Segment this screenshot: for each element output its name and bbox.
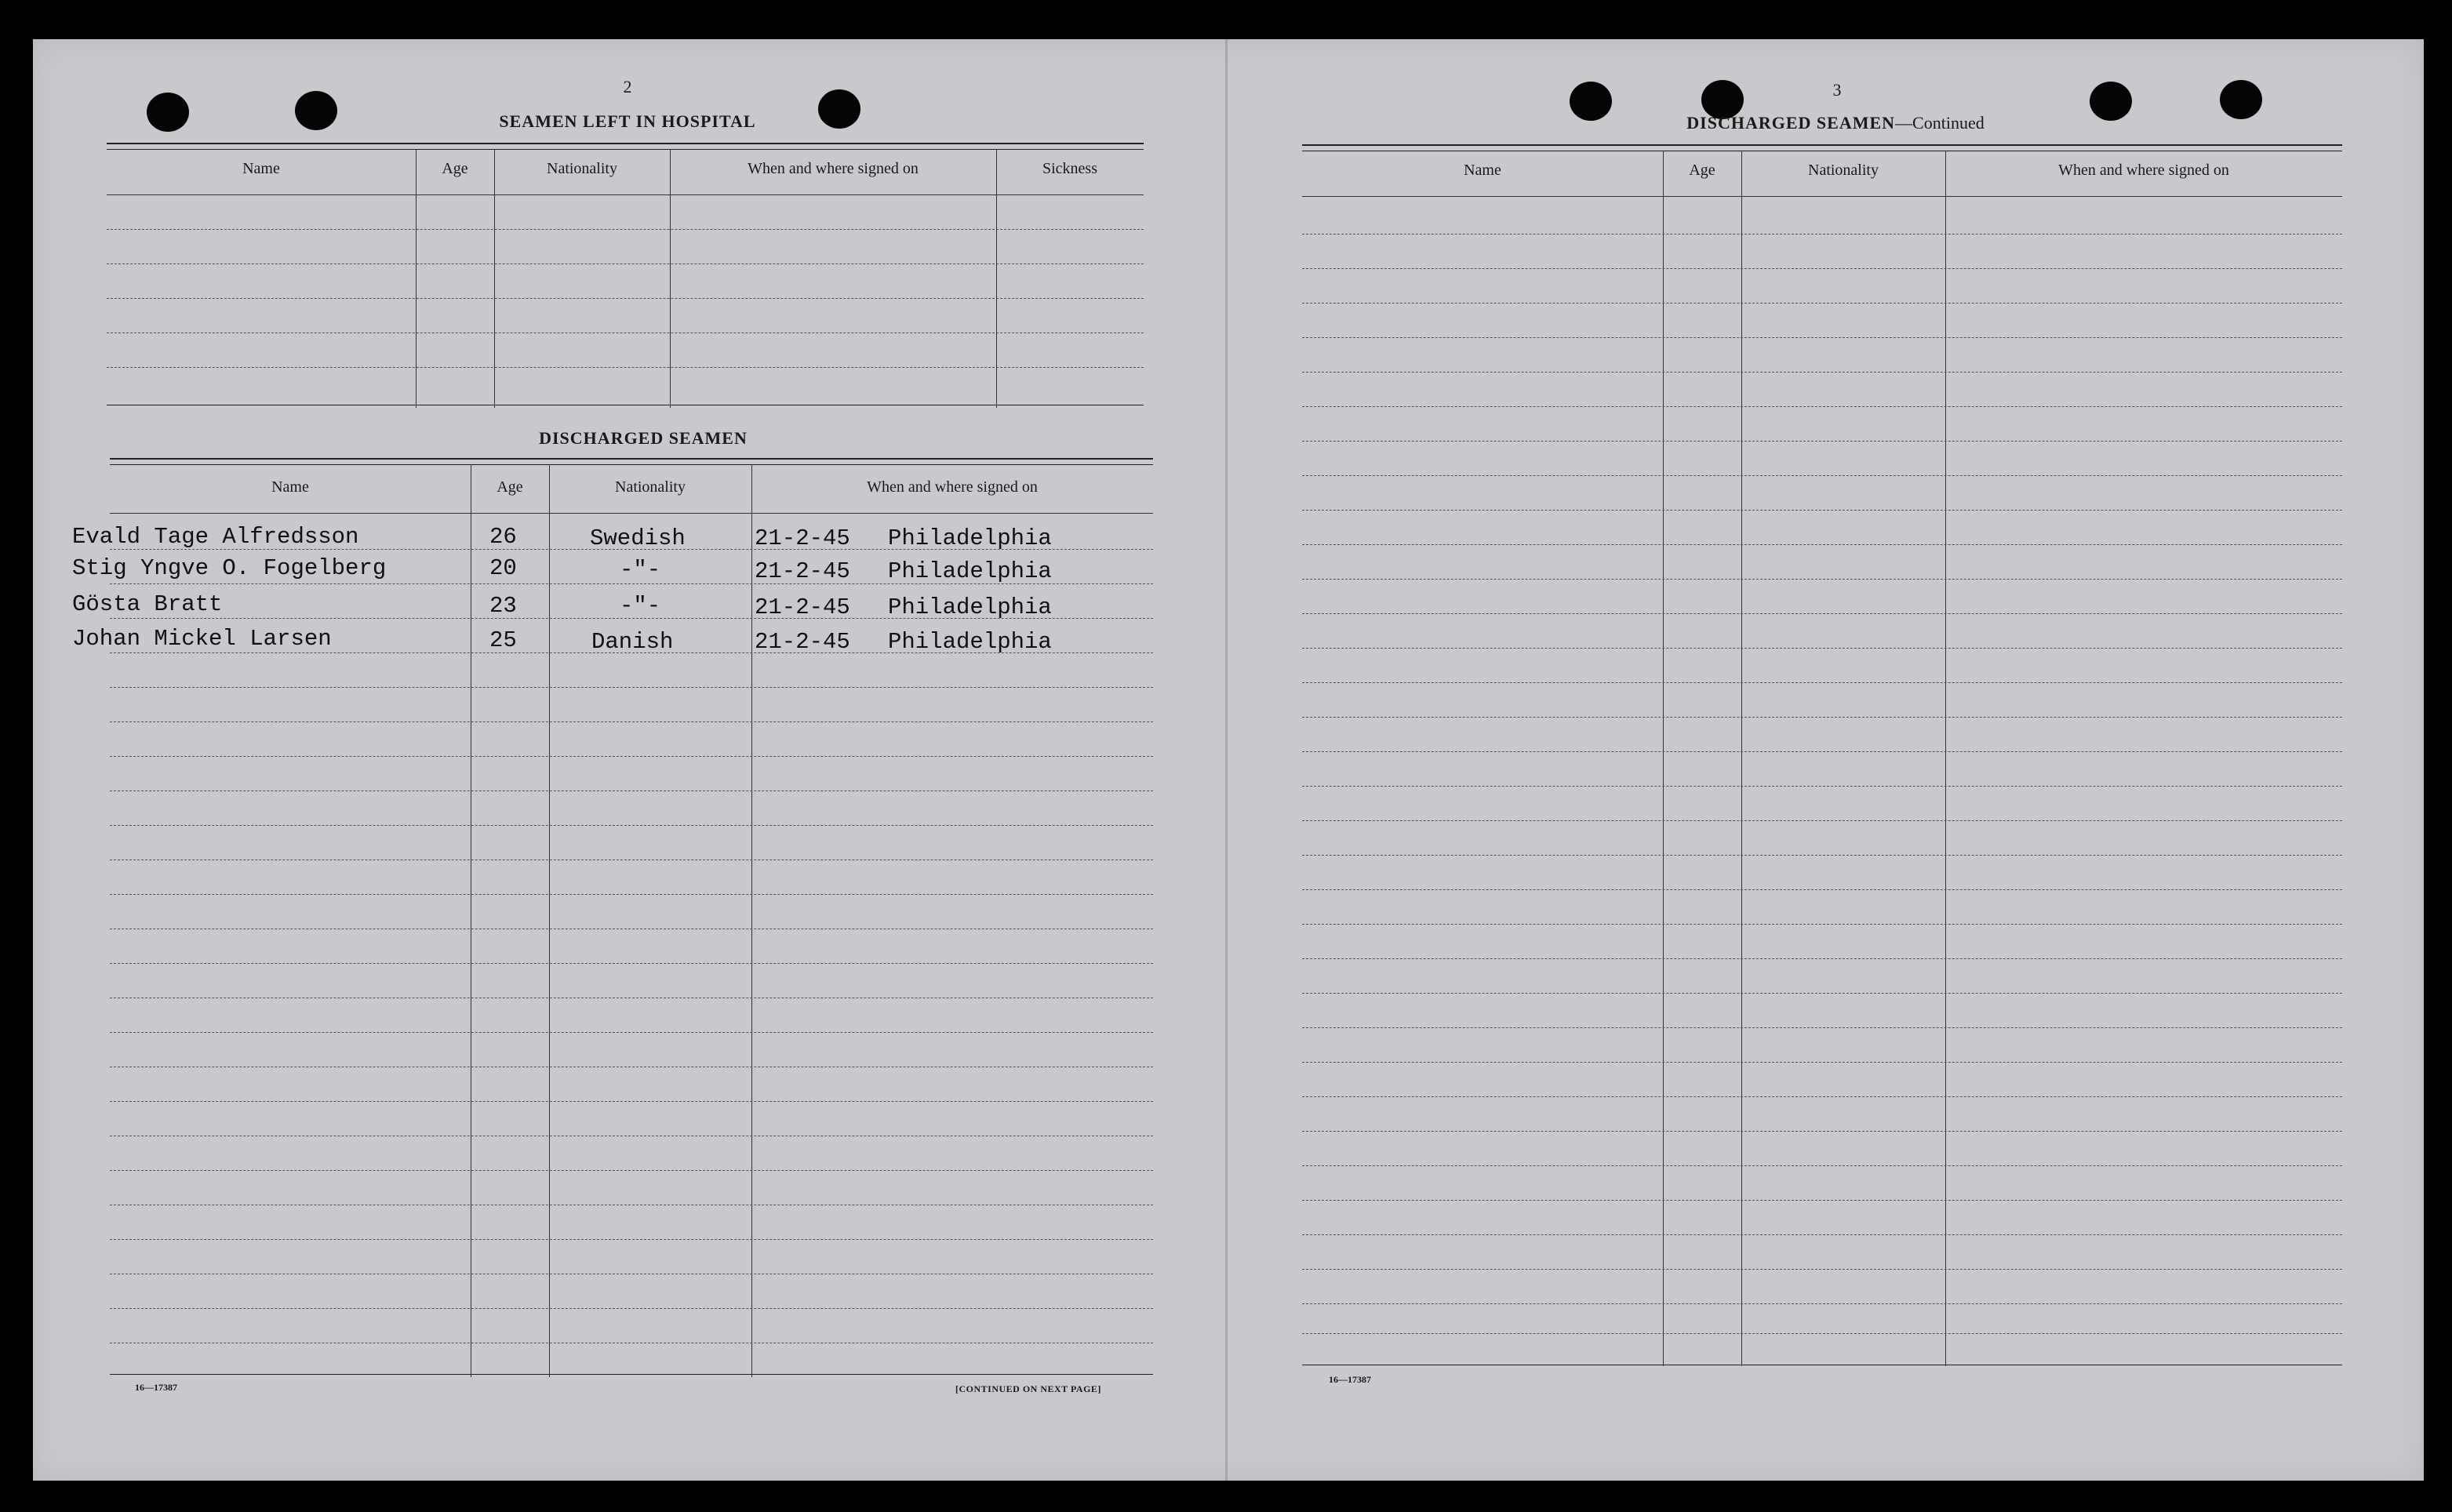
continued-suffix: —Continued bbox=[1895, 113, 1985, 133]
signed-on-date: 21-2-45 bbox=[755, 525, 850, 551]
col-age: Age bbox=[497, 478, 523, 496]
col-signed-on: When and where signed on bbox=[2058, 162, 2229, 179]
signed-on-date: 21-2-45 bbox=[755, 594, 850, 620]
continued-note: [CONTINUED ON NEXT PAGE] bbox=[955, 1383, 1101, 1394]
seaman-nationality: Swedish bbox=[590, 525, 686, 551]
hospital-section-title: SEAMEN LEFT IN HOSPITAL bbox=[499, 111, 756, 131]
seaman-name: Johan Mickel Larsen bbox=[72, 626, 332, 652]
signed-on-date: 21-2-45 bbox=[755, 629, 850, 655]
col-nationality: Nationality bbox=[547, 160, 617, 177]
hospital-table bbox=[107, 143, 1144, 409]
punch-hole bbox=[2090, 82, 2132, 121]
signed-on-place: Philadelphia bbox=[888, 629, 1052, 655]
seaman-age: 20 bbox=[489, 555, 517, 581]
discharged-continued-title-main: DISCHARGED SEAMEN bbox=[1686, 113, 1896, 133]
signed-on-place: Philadelphia bbox=[888, 594, 1052, 620]
col-age: Age bbox=[442, 160, 468, 177]
seaman-age: 25 bbox=[489, 627, 517, 653]
discharged-continued-title bbox=[1584, 113, 2086, 133]
signed-on-place: Philadelphia bbox=[888, 558, 1052, 584]
col-name: Name bbox=[1464, 162, 1501, 179]
col-signed-on: When and where signed on bbox=[867, 478, 1038, 496]
col-signed-on: When and where signed on bbox=[748, 160, 919, 177]
signed-on-place: Philadelphia bbox=[888, 525, 1052, 551]
col-nationality: Nationality bbox=[1808, 162, 1879, 179]
discharged-section-title: DISCHARGED SEAMEN bbox=[539, 428, 748, 448]
page-fold bbox=[1225, 39, 1228, 1481]
signed-on-date: 21-2-45 bbox=[755, 558, 850, 584]
seaman-age: 26 bbox=[489, 524, 517, 550]
punch-hole bbox=[147, 93, 189, 132]
seaman-nationality: -"- bbox=[620, 557, 661, 583]
col-name: Name bbox=[271, 478, 309, 496]
page-number-left: 2 bbox=[623, 77, 632, 96]
seaman-nationality: -"- bbox=[620, 593, 661, 619]
form-number-right: 16—17387 bbox=[1329, 1374, 1371, 1385]
col-name: Name bbox=[242, 160, 280, 177]
discharged-continued-table bbox=[1302, 144, 2342, 1366]
form-number-left: 16—17387 bbox=[135, 1382, 177, 1393]
col-age: Age bbox=[1689, 162, 1715, 179]
punch-hole bbox=[295, 91, 337, 130]
seaman-age: 23 bbox=[489, 593, 517, 619]
col-nationality: Nationality bbox=[615, 478, 686, 496]
seaman-name: Evald Tage Alfredsson bbox=[72, 524, 359, 550]
seaman-name: Gösta Bratt bbox=[72, 591, 223, 617]
page-number-right: 3 bbox=[1832, 80, 1842, 100]
punch-hole bbox=[2220, 80, 2262, 119]
seaman-nationality: Danish bbox=[591, 629, 674, 655]
seaman-name: Stig Yngve O. Fogelberg bbox=[72, 555, 387, 581]
col-sickness: Sickness bbox=[1042, 160, 1097, 177]
